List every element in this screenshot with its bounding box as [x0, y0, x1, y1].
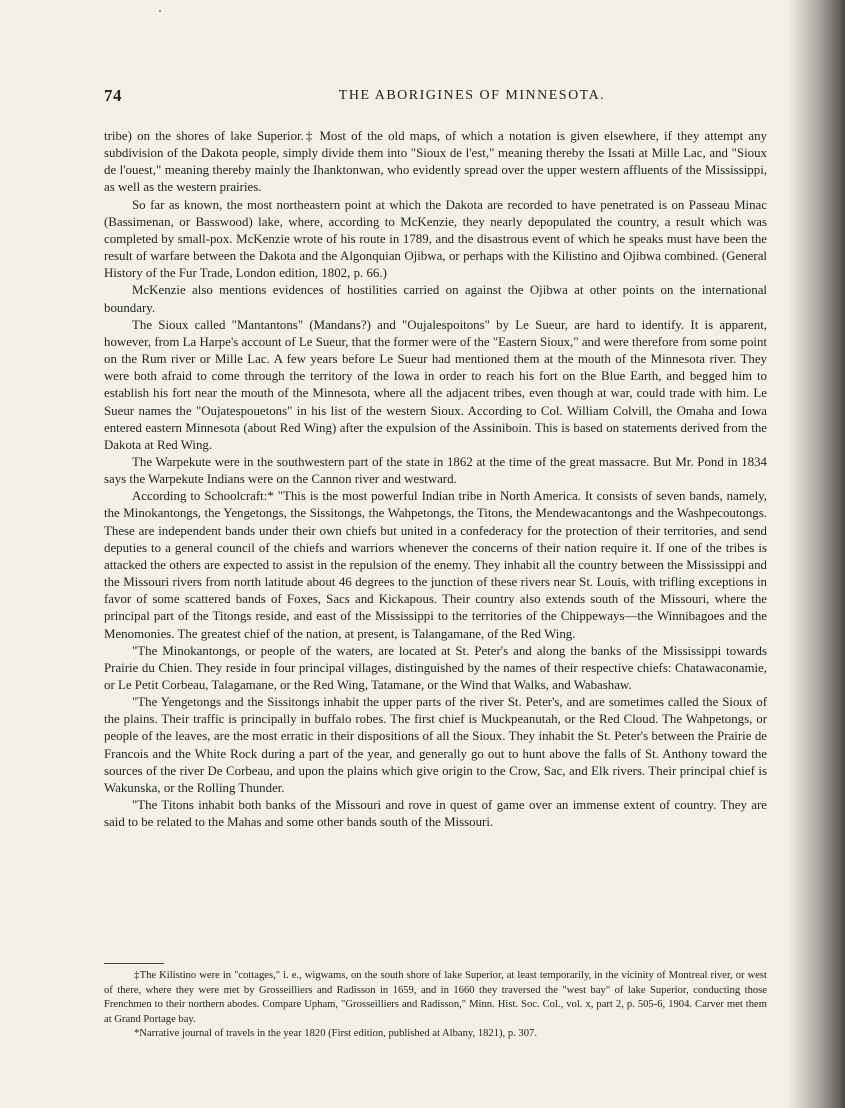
paragraph: According to Schoolcraft:* "This is the most powerful Indian tribe in North America. It consists of seven bands, namely, the Minokantongs, the Yengetongs, the Sissitongs, the Wahpetongs, the Titons, the Mendewacantongs and the Washpecoutongs. These are independent bands under their own chiefs but united in a confederacy for the protection of their territories, and send deputies to a general council of the chiefs and warriors whenever the concerns of their nation require it. If one of the tribes is attacked the others are expected to assist in the repulsion of the enemy. They inhabit all the country between the Mississippi and the Missouri rivers from north latitude about 46 degrees to the junction of these rivers near St. Louis, with trifling exceptions in favor of some scattered bands of Foxes, Sacs and Kickapous. Their country also extends south of the Missouri, where the principal part of the Titongs reside, and east of the Mississippi to the territories of the Chippeways—the Winnibagoes and the Menomonies. The greatest chief of the nation, at present, is Talangamane, of the Red Wing.	[104, 489, 767, 641]
paragraph: McKenzie also mentions evidences of hostilities carried on against the Ojibwa at other points on the international boundary.	[104, 283, 767, 315]
paragraph: The Sioux called "Mantantons" (Mandans?) and "Oujalespoitons" by Le Sueur, are hard to identify. It is apparent, however, from La Harpe's account of Le Sueur, that the former were of the "Eastern Sioux," and were therefore from some point on the Rum river or Mille Lac. A few years before Le Sueur had mentioned them at the mouth of the Minnesota river. They were both afraid to come through the territory of the Iowa in order to reach his fort on the Blue Earth, and begged him to establish his fort near the mouth of the Minnesota, where all the adjacent tribes, even though at war, could trade with him. Le Sueur names the "Oujatespouetons" in his list of the western Sioux. According to Col. William Colvill, the Omaha and Iowa entered eastern Minnesota (about Red Wing) after the expulsion of the Assiniboin. This is based on statements derived from the Dakota at Red Wing.	[104, 317, 767, 452]
paragraph: So far as known, the most northeastern point at which the Dakota are recorded to have penetrated is on Passeau Minac (Bassimenan, or Basswood) lake, where, according to McKenzie, they nearly depopulated the country, a result which was completed by small-pox. McKenzie wrote of his route in 1789, and the disastrous event of which he speaks must have been the result of warfare between the Dakota and the Algonquian Ojibwa, or perhaps with the Kilistino and Ojibwa combined. (General History of the Fur Trade, London edition, 1802, p. 66.)	[104, 197, 767, 281]
paragraph: The Warpekute were in the southwestern part of the state in 1862 at the time of the great massacre. But Mr. Pond in 1834 says the Warpekute Indians were on the Cannon river and westward.	[104, 454, 767, 487]
paragraph: tribe) on the shores of lake Superior.‡ Most of the old maps, of which a notation is given elsewhere, if they attempt any subdivision of the Dakota people, simply divide them into "Sioux de l'est," meaning thereby the Issati at Mille Lac, and "Sioux de l'ouest," meaning thereby mainly the Ihanktonwan, who evidently spread over the upper western affluents of the Mississippi, as well as the western prairies.	[104, 129, 767, 195]
page-number: 74	[104, 86, 122, 105]
footnotes	[104, 969, 767, 1042]
running-title: THE ABORIGINES OF MINNESOTA.	[338, 88, 606, 103]
footnote-divider	[104, 963, 164, 964]
paper-speck	[159, 10, 161, 12]
footnote: ‡The Kilistino were in "cottages," i. e., wigwams, on the south shore of lake Superior, at least temporarily, in the vicinity of Montreal river, or west of there, where they were met by Grosseilliers and Radisson in 1659, and in 1660 they traversed the "west bay" of lake Superior, conducting those Frenchmen to their northern abodes. Compare Upham, "Grosseilliers and Radisson," Minn. Hist. Soc. Col., vol. x, part 2, p. 505-6, 1904. Carver met them at Grand Portage bay.	[104, 970, 767, 1025]
book-spine-shadow	[787, 0, 845, 1108]
paragraph: "The Minokantongs, or people of the waters, are located at St. Peter's and along the banks of the Mississippi towards Prairie du Chien. They reside in four principal villages, distinguished by the names of their respective chiefs: Chatawaconamie, or Le Petit Corbeau, Talagamane, or the Red Wing, Tatamane, or the Wind that Walks, and Wabashaw.	[104, 643, 767, 692]
footnote: *Narrative journal of travels in the year 1820 (First edition, published at Albany, 1821), p. 307.	[134, 1028, 537, 1040]
paragraph: "The Titons inhabit both banks of the Missouri and rove in quest of game over an immense extent of country. They are said to be related to the Mahas and some other bands south of the Missouri.	[104, 798, 767, 830]
body-text	[104, 128, 767, 831]
paragraph: "The Yengetongs and the Sissitongs inhabit the upper parts of the river St. Peter's, and are sometimes called the Sioux of the plains. Their traffic is principally in buffalo robes. The first chief is Muckpeanutah, or the Red Cloud. The Wahpetongs, or people of the leaves, are the most erratic in their dispositions of all the Sioux. They inhabit the St. Peter's between the Prairie de Francois and the White Rock during a part of the year, and generally go out to hunt above the falls of St. Anthony toward the sources of the river De Corbeau, and upon the plains which give origin to the Crow, Sac, and Elk rivers. Their principal chief is Wakunska, or the Rolling Thunder.	[104, 695, 767, 795]
page-header	[104, 86, 770, 108]
